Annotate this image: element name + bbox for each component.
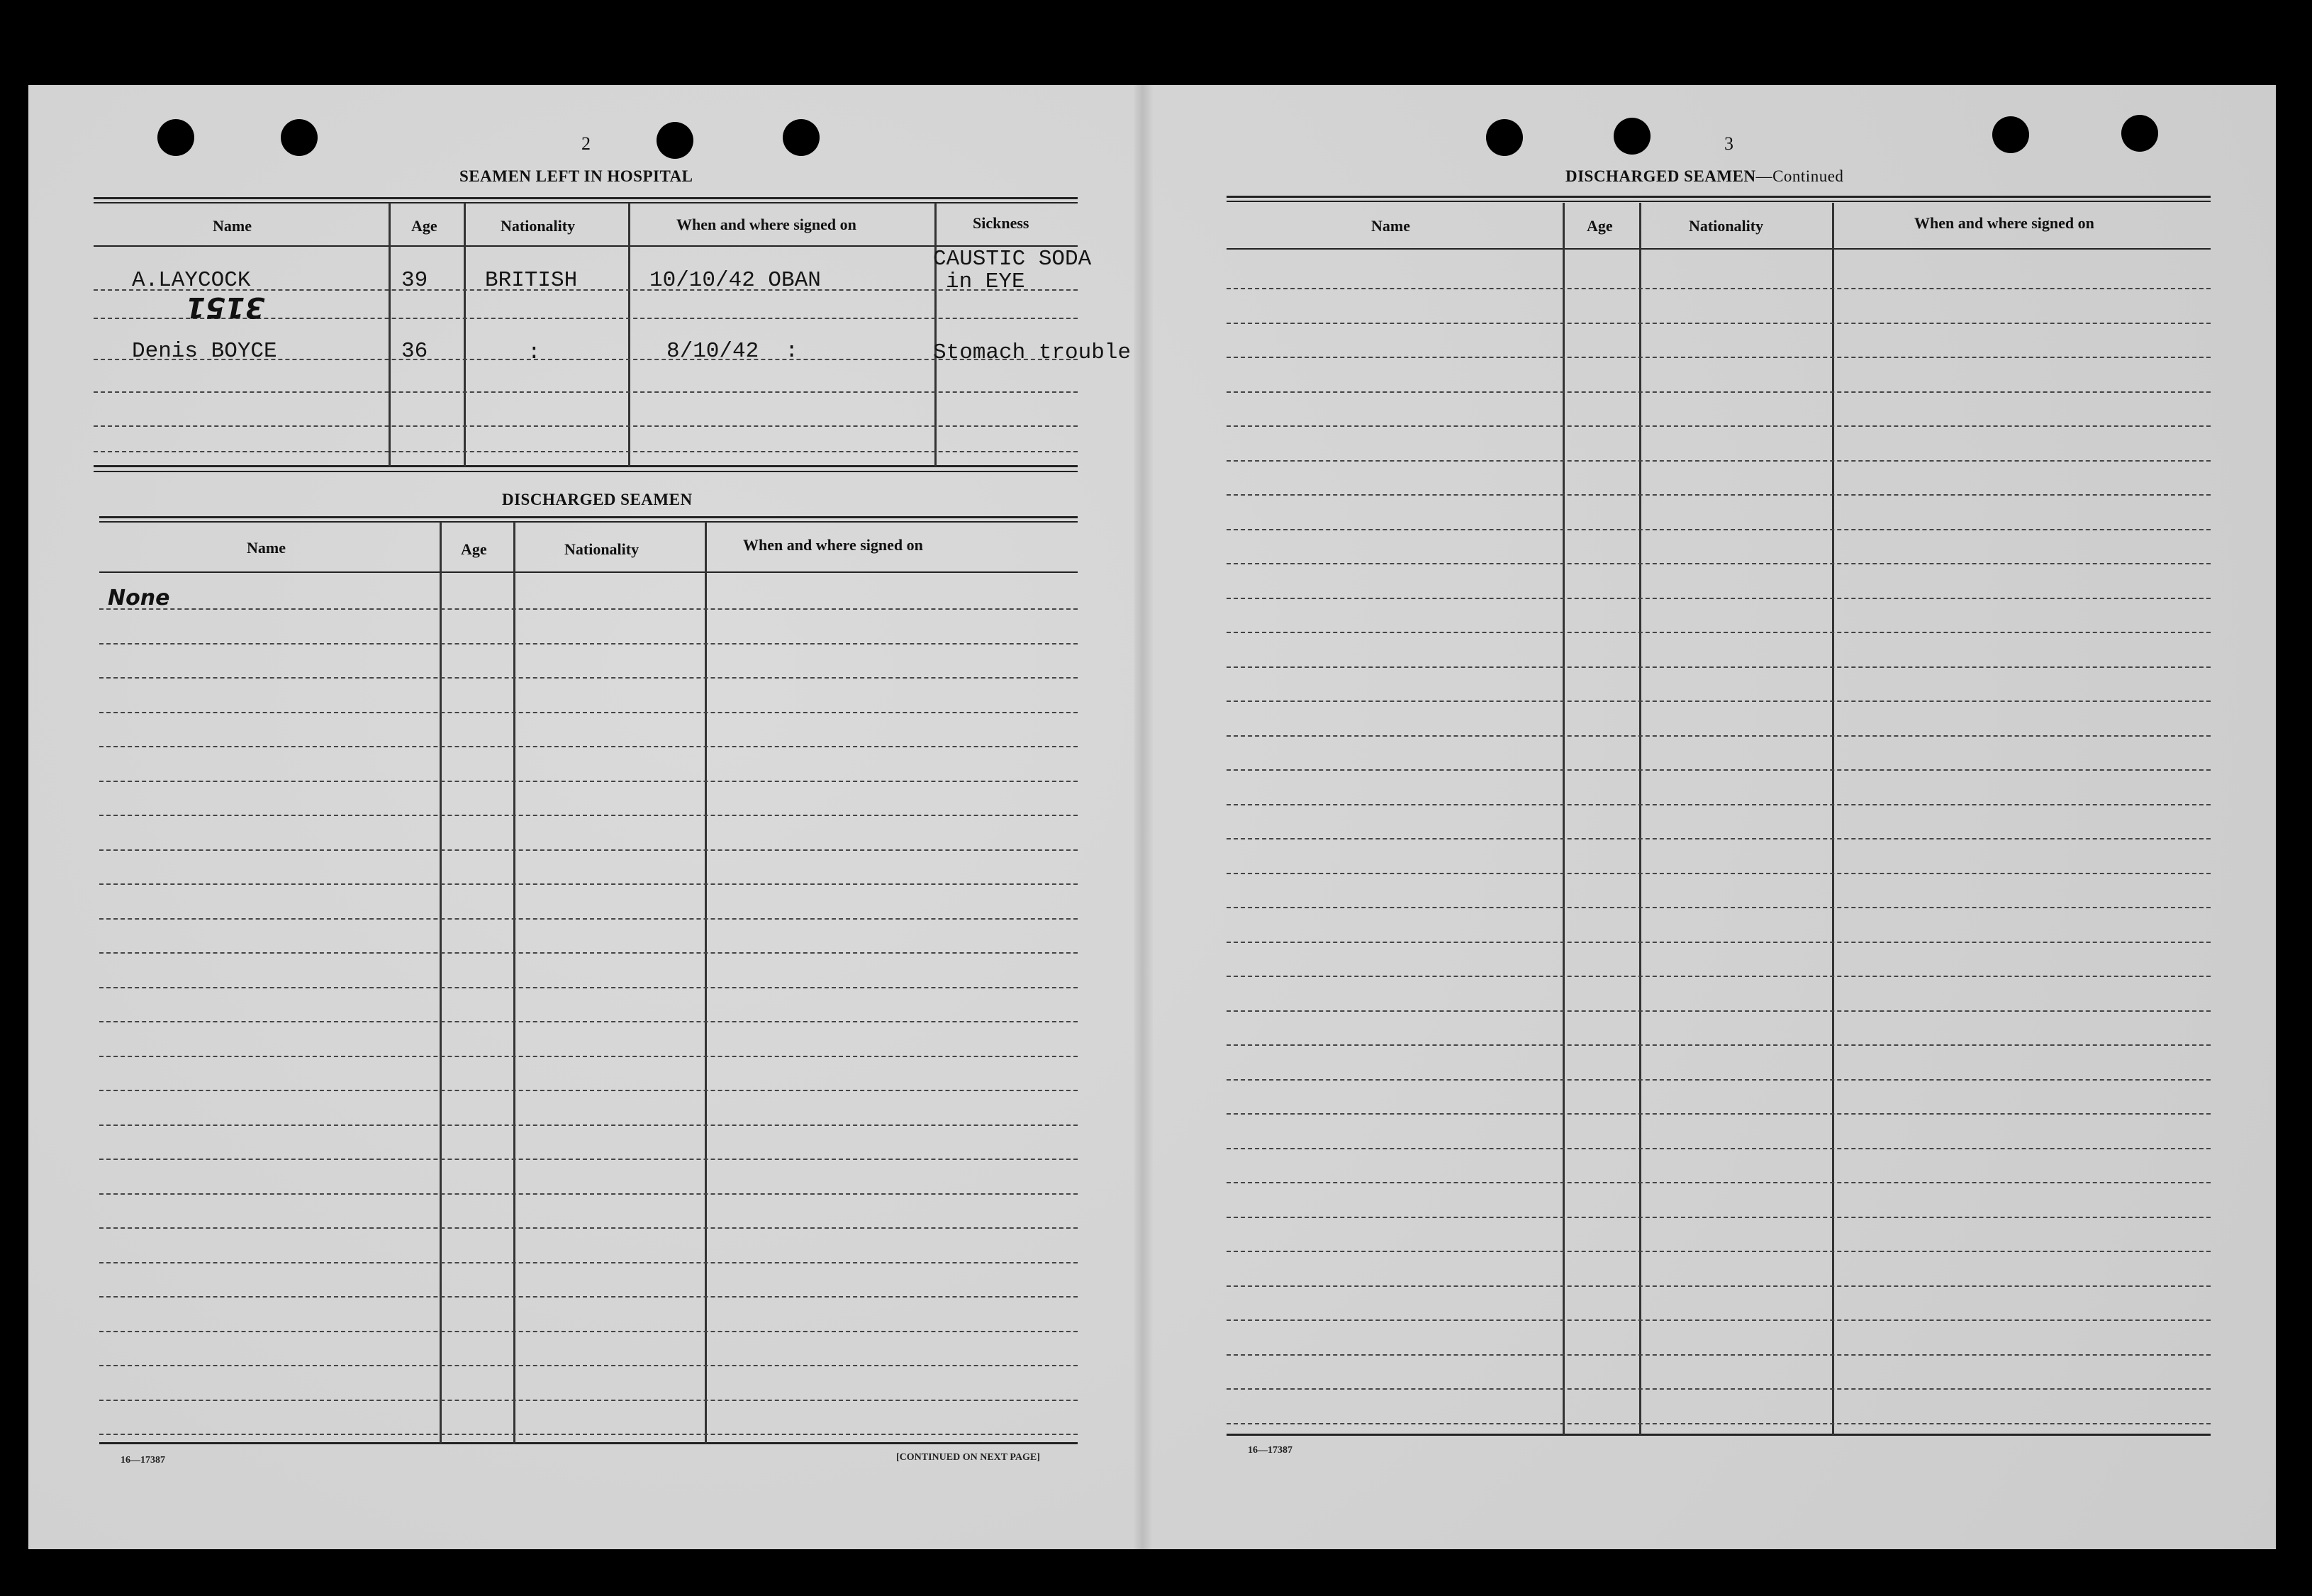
row-line bbox=[1227, 907, 2211, 908]
row-line bbox=[1227, 1285, 2211, 1287]
column-header-sickness: Sickness bbox=[973, 214, 1029, 232]
discharged-continued-title bbox=[1565, 167, 1843, 186]
seaman-nationality: : bbox=[527, 340, 541, 365]
table-top-rule bbox=[94, 197, 1078, 199]
seaman-name: Denis BOYCE bbox=[132, 339, 277, 364]
row-line bbox=[99, 1434, 1078, 1435]
column-header-age: Age bbox=[411, 217, 437, 235]
table-bottom-rule bbox=[94, 471, 1078, 472]
column-divider bbox=[440, 522, 442, 1444]
table-bottom-rule bbox=[94, 465, 1078, 467]
column-header-age: Age bbox=[461, 540, 487, 558]
seaman-name: A.LAYCOCK bbox=[132, 268, 251, 293]
punch-hole bbox=[1992, 116, 2029, 153]
hospital-section-title: SEAMEN LEFT IN HOSPITAL bbox=[459, 167, 693, 185]
column-divider bbox=[464, 203, 466, 467]
punch-hole bbox=[281, 119, 318, 156]
row-line bbox=[99, 849, 1078, 851]
row-line bbox=[1227, 1079, 2211, 1081]
table-top-rule bbox=[99, 516, 1078, 518]
row-line bbox=[1227, 529, 2211, 530]
row-line bbox=[1227, 1148, 2211, 1149]
row-line bbox=[1227, 701, 2211, 702]
table-top-rule bbox=[99, 521, 1078, 523]
row-line bbox=[1227, 425, 2211, 427]
row-line bbox=[1227, 804, 2211, 805]
form-number: 16—17387 bbox=[121, 1455, 165, 1466]
page-number: 2 bbox=[581, 133, 591, 154]
row-line bbox=[99, 1125, 1078, 1126]
row-line bbox=[94, 451, 1078, 452]
row-line bbox=[1227, 357, 2211, 358]
continued-note: [CONTINUED ON NEXT PAGE] bbox=[896, 1452, 1040, 1463]
header-rule bbox=[94, 245, 1078, 247]
punch-hole bbox=[1486, 119, 1523, 156]
row-line bbox=[1227, 976, 2211, 977]
row-line bbox=[1227, 1044, 2211, 1046]
row-line bbox=[99, 746, 1078, 747]
row-line bbox=[99, 1296, 1078, 1298]
page-fold bbox=[1134, 85, 1153, 1549]
column-divider bbox=[934, 203, 937, 467]
column-header-signed-on: When and where signed on bbox=[1914, 214, 2094, 232]
row-line bbox=[99, 643, 1078, 644]
row-line bbox=[1227, 391, 2211, 393]
row-line bbox=[99, 1090, 1078, 1091]
column-divider bbox=[628, 203, 630, 467]
row-line bbox=[1227, 1113, 2211, 1115]
row-line bbox=[99, 1400, 1078, 1401]
punch-hole bbox=[157, 119, 194, 156]
seaman-sickness: CAUSTIC SODA bbox=[933, 247, 1092, 272]
seaman-nationality: BRITISH bbox=[485, 268, 578, 293]
column-header-name: Name bbox=[247, 539, 286, 557]
row-line bbox=[99, 815, 1078, 816]
row-line bbox=[1227, 494, 2211, 496]
punch-hole bbox=[2121, 115, 2158, 152]
table-bottom-rule bbox=[1227, 1434, 2211, 1436]
row-line bbox=[99, 1227, 1078, 1229]
row-line bbox=[99, 1056, 1078, 1057]
row-line bbox=[94, 425, 1078, 427]
row-line bbox=[99, 883, 1078, 885]
column-header-nationality: Nationality bbox=[1689, 217, 1764, 235]
row-line bbox=[99, 1193, 1078, 1195]
table-top-rule bbox=[1227, 196, 2211, 198]
header-rule bbox=[99, 571, 1078, 573]
row-line bbox=[99, 781, 1078, 782]
seaman-signed-on: 10/10/42 OBAN bbox=[649, 268, 821, 293]
punch-hole bbox=[1614, 118, 1651, 155]
column-divider bbox=[513, 522, 515, 1444]
row-line bbox=[1227, 1217, 2211, 1218]
column-divider bbox=[705, 522, 707, 1444]
row-line bbox=[1227, 1010, 2211, 1012]
row-line bbox=[1227, 1388, 2211, 1390]
column-header-nationality: Nationality bbox=[501, 217, 576, 235]
column-divider bbox=[389, 203, 391, 467]
page-number: 3 bbox=[1724, 133, 1733, 154]
row-line bbox=[99, 1159, 1078, 1160]
column-header-nationality: Nationality bbox=[564, 540, 640, 558]
table-top-rule bbox=[1227, 201, 2211, 202]
row-line bbox=[1227, 323, 2211, 324]
column-header-signed-on: When and where signed on bbox=[743, 536, 923, 554]
seaman-age: 36 bbox=[401, 339, 428, 364]
seaman-age: 39 bbox=[401, 268, 428, 293]
table-top-rule bbox=[94, 202, 1078, 203]
header-rule bbox=[1227, 248, 2211, 250]
seaman-signed-on: 8/10/42 : bbox=[666, 339, 799, 364]
seaman-sickness: Stomach trouble bbox=[933, 340, 1132, 365]
row-line bbox=[99, 1021, 1078, 1022]
row-line bbox=[94, 391, 1078, 393]
discharged-section-title: DISCHARGED SEAMEN bbox=[502, 491, 693, 508]
row-line bbox=[1227, 598, 2211, 599]
column-header-name: Name bbox=[1371, 217, 1410, 235]
row-line bbox=[1227, 563, 2211, 564]
handwritten-entry: None bbox=[108, 586, 170, 610]
row-line bbox=[1227, 942, 2211, 943]
punch-hole bbox=[783, 119, 820, 156]
column-header-age: Age bbox=[1587, 217, 1613, 235]
row-line bbox=[1227, 632, 2211, 633]
row-line bbox=[1227, 873, 2211, 874]
form-number: 16—17387 bbox=[1248, 1445, 1292, 1456]
row-line bbox=[1227, 1319, 2211, 1321]
row-line bbox=[1227, 460, 2211, 462]
row-line bbox=[99, 712, 1078, 713]
row-line bbox=[99, 608, 1078, 610]
row-line bbox=[1227, 838, 2211, 839]
punch-hole bbox=[657, 122, 693, 159]
row-line bbox=[1227, 666, 2211, 668]
title-bold: DISCHARGED SEAMEN bbox=[1565, 167, 1756, 185]
table-bottom-rule bbox=[99, 1442, 1078, 1444]
column-header-name: Name bbox=[213, 217, 252, 235]
row-line bbox=[1227, 1251, 2211, 1252]
row-line bbox=[1227, 735, 2211, 737]
row-line bbox=[99, 918, 1078, 920]
row-line bbox=[99, 1331, 1078, 1332]
row-line bbox=[99, 1365, 1078, 1366]
row-line bbox=[1227, 288, 2211, 289]
row-line bbox=[1227, 769, 2211, 771]
seaman-sickness-detail: in EYE bbox=[946, 269, 1025, 294]
column-header-signed-on: When and where signed on bbox=[676, 216, 856, 233]
handwritten-annotation: 3151 bbox=[186, 291, 265, 323]
row-line bbox=[1227, 1182, 2211, 1183]
row-line bbox=[1227, 1354, 2211, 1356]
title-suffix: —Continued bbox=[1755, 167, 1844, 185]
row-line bbox=[1227, 1423, 2211, 1424]
row-line bbox=[99, 952, 1078, 954]
row-line bbox=[99, 987, 1078, 988]
row-line bbox=[99, 677, 1078, 679]
row-line bbox=[99, 1262, 1078, 1263]
